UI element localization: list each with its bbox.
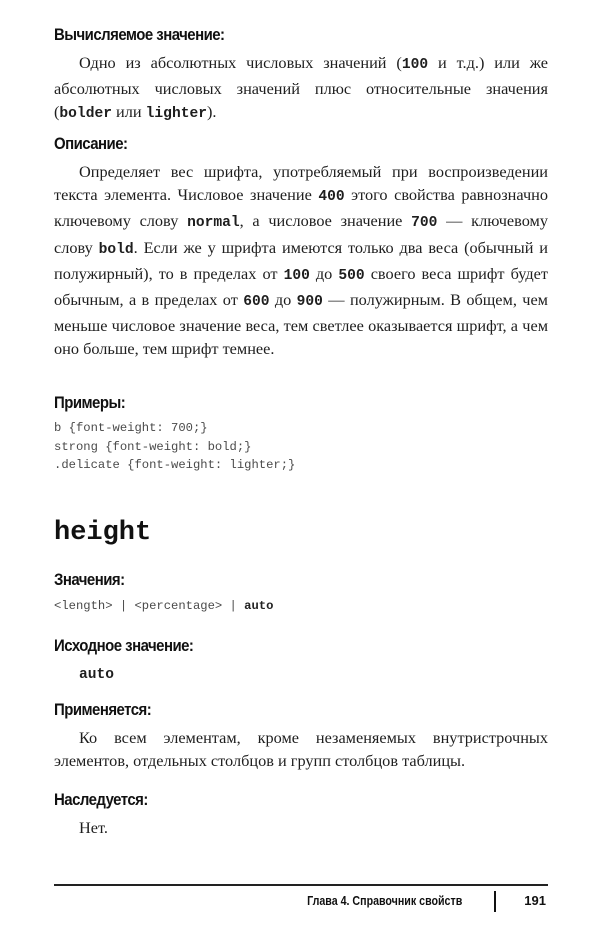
section-heading: Наследуется: [54, 790, 148, 809]
applies-section [54, 700, 548, 772]
computed-value-section [54, 25, 548, 127]
property-title [54, 518, 548, 548]
initial-value-section [54, 636, 548, 687]
examples-section [54, 393, 548, 475]
code-line: strong {font-weight: bold;} [54, 439, 252, 454]
inherited-text: Нет. [79, 818, 108, 837]
section-heading: Применяется: [54, 700, 152, 719]
initial-value-text: auto [79, 667, 115, 683]
inherited-section [54, 790, 548, 839]
code-line: b {font-weight: 700;} [54, 421, 208, 435]
book-page [54, 0, 548, 941]
running-footer-chapter: Глава 4. Справочник свойств [306, 893, 462, 908]
section-heading: Описание: [54, 134, 128, 153]
code-line: .delicate {font-weight: lighter;} [54, 458, 296, 472]
section-heading: Примеры: [54, 393, 126, 412]
property-name: height [54, 518, 152, 548]
description-text: Определяет вес шрифта, употребляемый при воспроизведении текста элемента. Числовое значение 400 этого свойства равнозначно ключевому слову normal, а числовое значение 700 — ключевому слову bold. Если же у шрифта имеются только два веса (обычный и полужирный), то в пределах от 100 до 500 своего веса шрифт будет обычным, а в пределах от 600 до 900 — полужирным. В общем, чем меньше числовое значение веса, тем светлее оказывается шрифт, а чем оно больше, тем шрифт темнее. [54, 162, 548, 359]
code-example [54, 419, 548, 475]
computed-value-text: Одно из абсолютных числовых значений (100 и т.д.) или же абсолютных числовых значений плюс относительные значения (bolder или lighter). [54, 53, 548, 123]
description-section [54, 134, 548, 361]
footer-divider [54, 884, 548, 886]
values-text: <length> | <percentage> | auto [54, 599, 274, 613]
page-number: 191 [524, 893, 546, 908]
footer-separator [494, 891, 496, 912]
values-section [54, 570, 548, 613]
applies-text: Ко всем элементам, кроме незаменяемых внутристрочных элементов, отдельных столбцов и групп столбцов таблицы. [54, 728, 548, 771]
section-heading: Вычисляемое значение: [54, 25, 225, 44]
section-heading: Исходное значение: [54, 636, 194, 655]
section-heading: Значения: [54, 570, 125, 589]
